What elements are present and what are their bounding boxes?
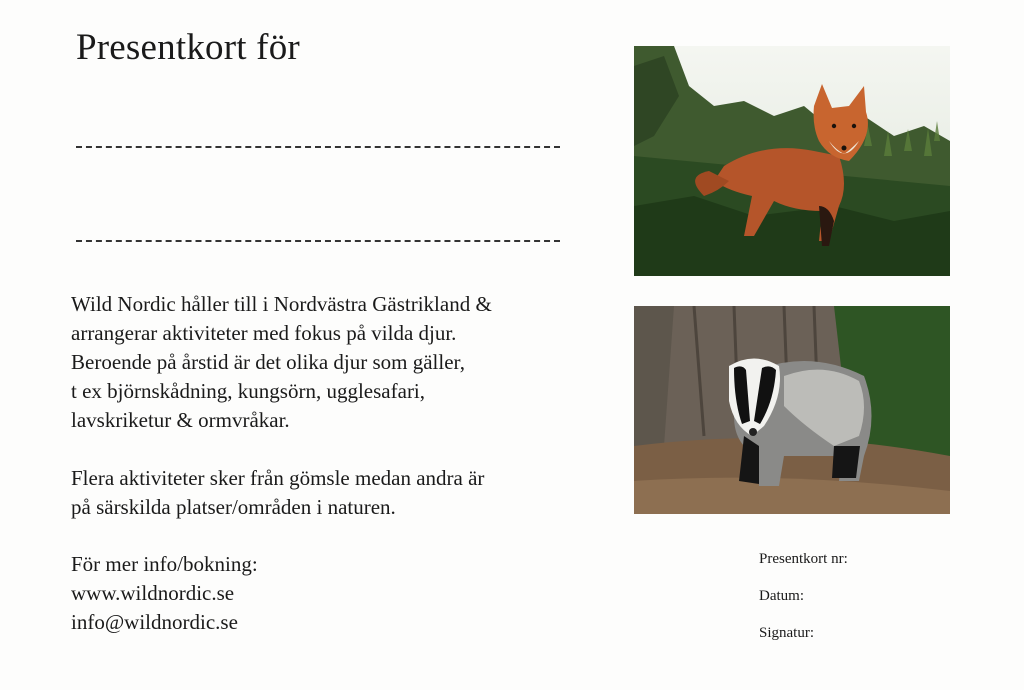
activities-line: Flera aktiviteter sker från gömsle medan andra är — [71, 466, 485, 490]
gift-card-number-label: Presentkort nr: — [759, 551, 848, 567]
description-line: t ex björnskådning, kungsörn, ugglesafari, — [71, 379, 426, 403]
activities-line: på särskilda platser/områden i naturen. — [71, 495, 396, 519]
recipient-line-1 — [76, 146, 560, 148]
description-line: Beroende på årstid är det olika djur som gäller, — [71, 350, 465, 374]
contact-info — [71, 550, 591, 637]
fox-photo — [634, 46, 950, 276]
recipient-line-2 — [76, 240, 560, 242]
description-line: arrangerar aktiviteter med fokus på vilda djur. — [71, 321, 457, 345]
signature-label: Signatur: — [759, 625, 814, 641]
email-link[interactable]: info@wildnordic.se — [71, 610, 238, 634]
card-title: Presentkort för — [76, 27, 300, 68]
contact-heading: För mer info/bokning: — [71, 552, 258, 576]
badger-photo — [634, 306, 950, 514]
website-link[interactable]: www.wildnordic.se — [71, 581, 235, 605]
date-label: Datum: — [759, 588, 804, 604]
description-line: Wild Nordic håller till i Nordvästra Gästrikland & — [71, 292, 492, 316]
description-line: lavskriketur & ormvråkar. — [71, 408, 290, 432]
description-paragraph — [71, 290, 591, 435]
activities-paragraph — [71, 464, 591, 522]
